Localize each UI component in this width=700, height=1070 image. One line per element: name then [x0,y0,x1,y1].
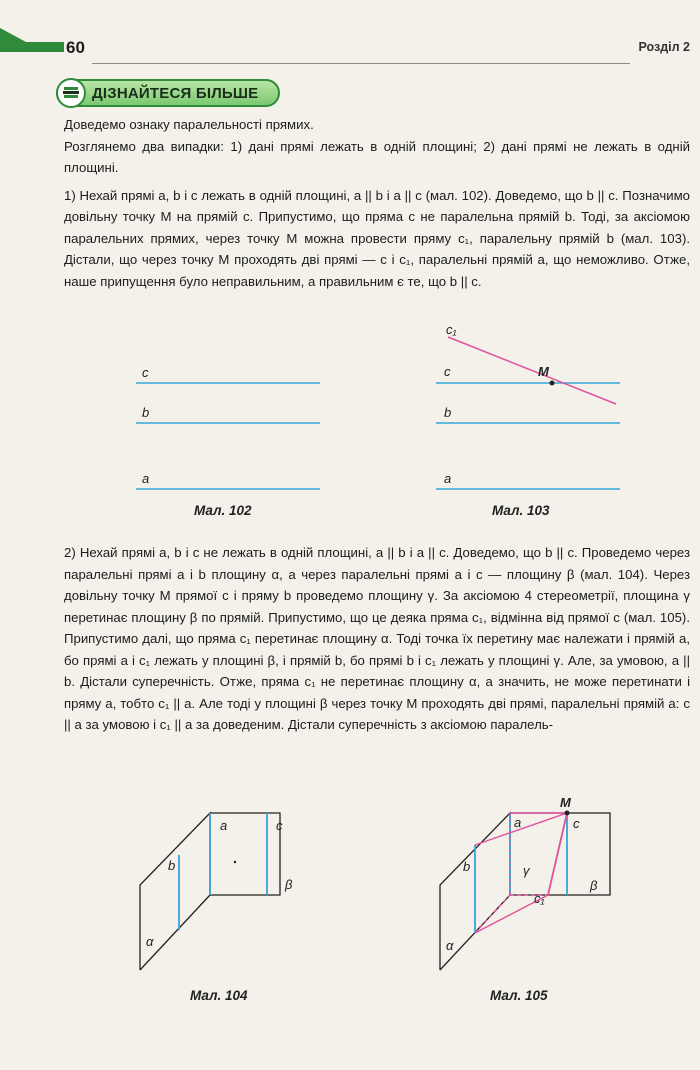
label-b: b [168,858,176,873]
label-m: M [560,795,571,810]
label-b: b [444,405,452,420]
label-c1: c₁ [446,322,457,337]
line-c1 [448,337,616,404]
label-c: c [573,816,580,831]
intro-text [64,114,690,292]
paragraph-intro: Доведемо ознаку паралельності прямих. [64,117,314,132]
label-a: a [142,471,150,486]
label-c1: c₁ [534,891,545,906]
label-b: b [463,859,471,874]
caption-102: Мал. 102 [194,503,252,518]
paragraph-case-1: 1) Нехай прямі a, b і c лежать в одній площині, a || b і a || c (мал. 102). Доведемо, що b || c. Позначимо довільну точку M на прямій c. Припустимо, що пряма c не паралельна прямій b. Тоді, за аксіомою паралельних прямих, через точку M можна провести пряму c₁, паралельну прямій b (мал. 103). Дістали, що через точку M проходять дві прямі — c і c₁, паралельні прямій a, що неможливо. Отже, наше припущення було неправильним, а правильним є те, що b || c. [64,187,690,289]
figure-103 [430,320,630,495]
label-a: a [514,815,522,830]
page-header [0,28,700,66]
learn-more-badge [56,79,280,107]
paragraph-cases: Розглянемо два випадки: 1) дані прямі лежать в одній площині; 2) дані прямі не лежать в одній площині. [64,138,690,175]
caption-104: Мал. 104 [190,988,248,1003]
label-beta: β [285,877,293,892]
books-icon [56,78,86,108]
page-number: 60 [66,38,85,57]
line-c1 [548,813,567,895]
section-title: Розділ 2 [638,40,690,54]
label-b: b [142,405,150,420]
header-rule [92,63,630,64]
corner-tab-decoration [0,28,70,66]
label-a: a [444,471,452,486]
caption-103: Мал. 103 [492,503,550,518]
label-alpha: α [146,934,154,949]
label-alpha: α [446,938,454,953]
paragraph-case-2: 2) Нехай прямі a, b і c не лежать в одній площині, a || b і a || c. Доведемо, що b || c. Проведемо через паралельні прямі a і b площину α, а через паралельні прямі a і c — площину β (мал. 104). Через довільну точку M прямої c і пряму b проведемо площину γ. За аксіомою 4 стереометрії, площина γ перетинає площину β по прямій. Припустимо, що це деяка пряма c₁, відмінна від прямої c (мал. 105). Припустимо далі, що пряма c₁ перетинає площину α. Тоді точка їх перетину має належати і прямій a, бо прямі a і c₁ лежать у площині β, і прямій b, бо прямі b і c₁ лежать у площині γ. Але, за умовою, a || b. Дістали суперечність. Отже, пряма c₁ не перетинає площину α, а значить, не може перетинати і пряму a, тобто c₁ || a. Але тоді у площині β через точку M проходять дві прямі, паралельні прямій a: c || a за умовою і c₁ || a за доведеним. Дістали суперечність з аксіомою паралель- [64,545,690,732]
label-c: c [142,365,149,380]
point-m [550,381,555,386]
label-gamma: γ [523,863,530,878]
caption-105: Мал. 105 [490,988,548,1003]
label-c: c [444,364,451,379]
badge-title: ДІЗНАЙТЕСЯ БІЛЬШЕ [92,85,259,102]
figure-105 [430,795,630,975]
label-a: a [220,818,228,833]
label-m: M [538,364,549,379]
case-2-text [64,542,690,736]
label-c: c [276,818,283,833]
figure-104 [130,800,330,975]
figure-102 [130,355,330,495]
planes-outline [440,813,610,970]
label-beta: β [590,878,598,893]
point-m [565,811,570,816]
